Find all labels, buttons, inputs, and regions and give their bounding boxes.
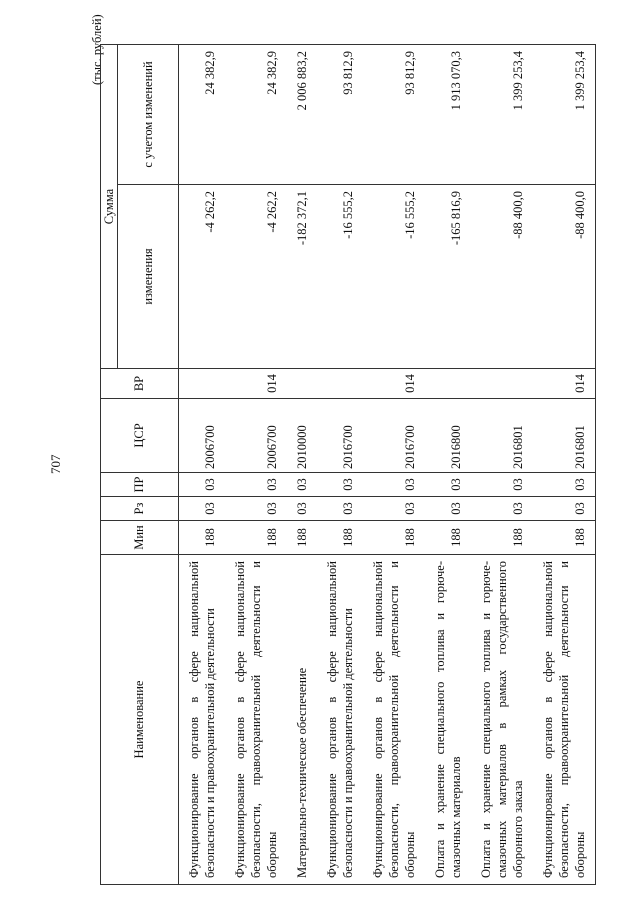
- row-csr: 2016800: [425, 399, 471, 473]
- row-rz: 03: [287, 497, 317, 521]
- row-izmeneniya: -4 262,2: [225, 185, 287, 369]
- row-vr: 014: [533, 369, 596, 399]
- header-pr: ПР: [101, 473, 179, 497]
- header-rz: Рз: [101, 497, 179, 521]
- row-min: 188: [533, 521, 596, 555]
- row-izmeneniya: -182 372,1: [287, 185, 317, 369]
- row-min: 188: [317, 521, 363, 555]
- row-izmeneniya: -16 555,2: [363, 185, 425, 369]
- header-csr: ЦСР: [101, 399, 179, 473]
- row-rz: 03: [471, 497, 533, 521]
- row-pr: 03: [287, 473, 317, 497]
- table-row: [533, 45, 596, 885]
- row-pr: 03: [225, 473, 287, 497]
- header-name: Наименование: [101, 555, 179, 885]
- row-total: 24 382,9: [179, 45, 226, 185]
- row-csr: 2016801: [471, 399, 533, 473]
- row-izmeneniya: -165 816,9: [425, 185, 471, 369]
- row-izmeneniya: -4 262,2: [179, 185, 226, 369]
- row-rz: 03: [179, 497, 226, 521]
- row-pr: 03: [425, 473, 471, 497]
- row-pr: 03: [533, 473, 596, 497]
- row-name: Оплата и хранение специального топлива и горюче-смазочных материалов: [425, 555, 471, 885]
- row-vr: 014: [363, 369, 425, 399]
- row-csr: 2016801: [533, 399, 596, 473]
- row-izmeneniya: -88 400,0: [471, 185, 533, 369]
- header-izmeneniya: изменения: [118, 185, 179, 369]
- row-total: 24 382,9: [225, 45, 287, 185]
- row-pr: 03: [179, 473, 226, 497]
- table-body: [179, 45, 596, 885]
- row-pr: 03: [363, 473, 425, 497]
- table-row: [225, 45, 287, 885]
- row-name: Функционирование органов в сфере национальной безопасности и правоохранительной деятельности: [179, 555, 226, 885]
- row-name: Материально-техническое обеспечение: [287, 555, 317, 885]
- row-rz: 03: [363, 497, 425, 521]
- row-name: Функционирование органов в сфере национальной безопасности, правоохранительной деятельности и обороны: [533, 555, 596, 885]
- row-csr: 2016700: [317, 399, 363, 473]
- row-rz: 03: [317, 497, 363, 521]
- row-min: 188: [363, 521, 425, 555]
- row-min: 188: [179, 521, 226, 555]
- page-number: 707: [48, 454, 63, 474]
- row-izmeneniya: -88 400,0: [533, 185, 596, 369]
- row-csr: 2016700: [363, 399, 425, 473]
- row-vr: [287, 369, 317, 399]
- table-row: [471, 45, 533, 885]
- row-rz: 03: [425, 497, 471, 521]
- row-total: 1 399 253,4: [533, 45, 596, 185]
- budget-table: [100, 44, 596, 885]
- row-pr: 03: [471, 473, 533, 497]
- header-summa: Сумма: [101, 45, 118, 369]
- row-name: Функционирование органов в сфере национальной безопасности, правоохранительной деятельности и обороны: [363, 555, 425, 885]
- table-row: [425, 45, 471, 885]
- row-total: 1 399 253,4: [471, 45, 533, 185]
- row-name: Оплата и хранение специального топлива и горюче-смазочных материалов в рамках государственного оборонного заказа: [471, 555, 533, 885]
- row-csr: 2010000: [287, 399, 317, 473]
- row-pr: 03: [317, 473, 363, 497]
- row-total: 93 812,9: [317, 45, 363, 185]
- row-min: 188: [287, 521, 317, 555]
- row-rz: 03: [533, 497, 596, 521]
- row-izmeneniya: -16 555,2: [317, 185, 363, 369]
- row-rz: 03: [225, 497, 287, 521]
- row-min: 188: [471, 521, 533, 555]
- header-s-uchetom: с учетом изменений: [118, 45, 179, 185]
- row-vr: 014: [225, 369, 287, 399]
- row-total: 1 913 070,3: [425, 45, 471, 185]
- header-vr: ВР: [101, 369, 179, 399]
- row-name: Функционирование органов в сфере национальной безопасности и правоохранительной деятельности: [317, 555, 363, 885]
- row-vr: [179, 369, 226, 399]
- table-row: [363, 45, 425, 885]
- row-total: 93 812,9: [363, 45, 425, 185]
- units-label: (тыс. рублей): [90, 14, 104, 85]
- row-min: 188: [225, 521, 287, 555]
- header-min: Мин: [101, 521, 179, 555]
- row-min: 188: [425, 521, 471, 555]
- table-row: [179, 45, 226, 885]
- row-csr: 2006700: [179, 399, 226, 473]
- row-vr: [317, 369, 363, 399]
- table-row: [317, 45, 363, 885]
- table-row: [287, 45, 317, 885]
- row-name: Функционирование органов в сфере национальной безопасности, правоохранительной деятельности и обороны: [225, 555, 287, 885]
- row-vr: [471, 369, 533, 399]
- row-vr: [425, 369, 471, 399]
- row-csr: 2006700: [225, 399, 287, 473]
- row-total: 2 006 883,2: [287, 45, 317, 185]
